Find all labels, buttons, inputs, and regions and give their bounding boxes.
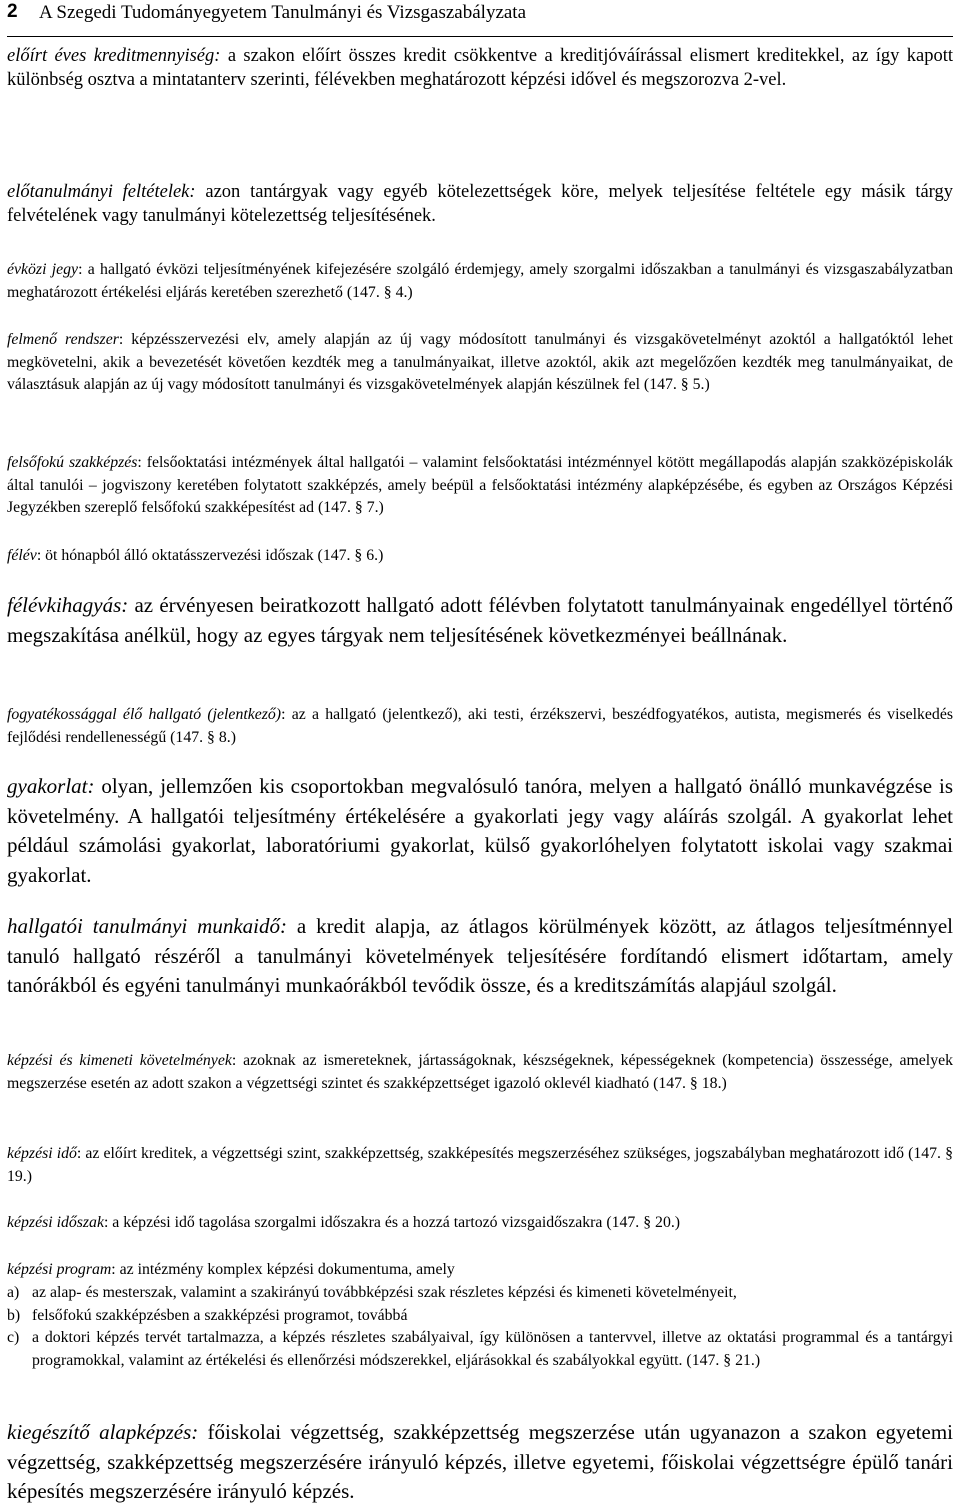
definition-text: : az a hallgató (jelentkező), aki testi, érzékszervi, beszédfogyatékos, autista, megismerés és viselkedés fejlődési rendellenességű (147. § 8.) xyxy=(7,706,953,746)
definition-text: : az előírt kreditek, a végzettségi szint, szakképzettség, szakképesítés megszerzéséhez szükséges, jogszabályban meghatározott idő (147. § 19.) xyxy=(7,1145,953,1185)
definition-text: : azoknak az ismereteknek, jártasságoknak, készségeknek, képességeknek (kompetencia) összessége, amelyek megszerzése esetén az adott szakon a végzettségi szintet és szakképzettséget igazoló oklevél kiadható (147. § 18.) xyxy=(7,1052,953,1092)
definition-felmeno-rendszer xyxy=(7,329,953,397)
page-header xyxy=(7,0,953,37)
definition-term: félév xyxy=(7,547,37,564)
definition-text: a szakon előírt összes kredit csökkentve a kreditjóváírással elismert kreditekkel, az így kapott különbség osztva a mintatanterv szerinti, félévekben meghatározott képzési idővel és megszorozva 2-vel. xyxy=(7,46,954,90)
definition-term: évközi jegy xyxy=(7,261,79,278)
list-item-text: az alap- és mesterszak, valamint a szakirányú továbbképzési szak részletes képzési és kimeneti követelményeit, xyxy=(32,1284,737,1301)
definition-term: fogyatékossággal élő hallgató (jelentkező) xyxy=(7,706,282,723)
definition-felevkihagyas xyxy=(7,591,953,650)
definition-elrt-eves-kreditmennyiseg xyxy=(7,44,953,92)
definition-term: képzési idő xyxy=(7,1145,77,1162)
definition-kepzesi-es-kimeneti-kovetelmenyek xyxy=(7,1050,953,1095)
definition-term: gyakorlat: xyxy=(7,774,95,798)
program-list xyxy=(7,1282,953,1372)
list-marker: c) xyxy=(7,1329,20,1347)
list-item xyxy=(7,1305,953,1328)
definition-kepzesi-program xyxy=(7,1259,953,1282)
definition-text: az érvényesen beiratkozott hallgató adott félévben folytatott tanulmányainak engedéllyel történő megszakítása anélkül, hogy az egyes tárgyak nem teljesítésének következményei beállnának. xyxy=(7,593,953,647)
definition-text: : a hallgató évközi teljesítményének kifejezésére szolgáló érdemjegy, amely szorgalmi időszakban a tanulmányi és vizsgaszabályzatban meghatározott értékelési eljárás keretében szerezhető (147. § 4.) xyxy=(7,261,953,301)
definition-text: olyan, jellemzően kis csoportokban megvalósuló tanóra, melyen a hallgató önálló munkavégzése is követelmény. A hallgatói teljesítmény értékelésére a gyakorlati jegy vagy aláírás szolgál. A gyakorlat lehet például számolási gyakorlat, laboratóriumi gyakorlat, külső gyakorlóhelyen folytatott iskolai vagy szakmai gyakorlat. xyxy=(7,774,953,887)
definition-gyakorlat xyxy=(7,772,953,890)
definition-kepzesi-ido xyxy=(7,1143,953,1188)
definition-fogyatekossaggal-elo-hallgato xyxy=(7,704,953,749)
definition-term: képzési és kimeneti követelmények xyxy=(7,1052,232,1069)
definition-text: főiskolai végzettség, szakképzettség megszerzése után ugyanazon a szakon egyetemi végzettség, szakképzettség megszerzésére irányuló képzés, illetve egyetemi, főiskolai végzettségre épülő tanári képesítés megszerzésére irányuló képzés. xyxy=(7,1420,953,1503)
definition-kepzesi-idoszak xyxy=(7,1212,953,1235)
definition-text: : a képzési idő tagolása szorgalmi időszakra és a hozzá tartozó vizsgaidőszakra (147. § 20.) xyxy=(103,1214,681,1231)
definition-felsofoku-szakkepzes xyxy=(7,452,953,520)
definition-term: előtanulmányi feltételek: xyxy=(7,182,196,202)
list-item xyxy=(7,1327,953,1372)
list-item-text: felsőfokú szakképzésben a szakképzési programot, továbbá xyxy=(32,1306,408,1324)
definition-elotanulmanyi-feltetelek xyxy=(7,180,953,228)
definition-term: előírt éves kreditmennyiség: xyxy=(7,46,221,66)
definition-felev xyxy=(7,545,953,568)
definition-text: : öt hónapból álló oktatásszervezési időszak (147. § 6.) xyxy=(36,547,384,564)
definition-evkozi-jegy xyxy=(7,259,953,304)
page-number: 2 xyxy=(7,1,18,22)
running-title: A Szegedi Tudományegyetem Tanulmányi és Vizsgaszabályzata xyxy=(39,2,527,23)
definition-text: : felsőoktatási intézmények által hallgatói – valamint felsőoktatási intézménnyel kötött megállapodás alapján szakközépiskolák által tanulói – jogviszony keretében folytatott szakképzés, amely beépül a felsőoktatási intézmény alapképzésébe, és egyben az Országos Képzési Jegyzékben szereplő felsőfokú szakképesítést ad (147. § 7.) xyxy=(7,454,953,517)
list-marker: b) xyxy=(7,1306,21,1324)
definition-term: hallgatói tanulmányi munkaidő: xyxy=(7,914,287,938)
definition-term: képzési program xyxy=(7,1261,112,1278)
definition-text: : képzésszervezési elv, amely alapján az új vagy módosított tanulmányi és vizsgakövetelményt azoktól a hallgatóktól lehet megkövetelni, akik a bevezetését követően kezdték meg a tanulmányaikat, illetve azoktól, akik azt megelőzően kezdték meg tanulmányaikat, de választásuk alapján az új vagy módosított tanulmányi és vizsgakövetelmények alapján készülnek fel (147. § 5.) xyxy=(7,331,953,394)
definition-term: felmenő rendszer xyxy=(7,331,119,348)
definition-term: kiegészítő alapképzés: xyxy=(7,1420,199,1444)
definition-hallgatoi-tanulmanyi-munkaido xyxy=(7,912,953,1001)
definition-term: képzési időszak xyxy=(7,1214,104,1231)
definition-term: felsőfokú szakképzés xyxy=(7,454,138,471)
list-marker: a) xyxy=(7,1284,20,1301)
definition-term: félévkihagyás: xyxy=(7,593,129,617)
definition-text: : az intézmény komplex képzési dokumentuma, amely xyxy=(111,1261,455,1278)
list-item xyxy=(7,1282,953,1305)
definition-text: a kredit alapja, az átlagos körülmények között, az átlagos teljesítménnyel tanuló hallgató részéről a tanulmányi követelmények teljesítésére fordítandó elismert időtartam, amely tanórákból és egyéni tanulmányi munkaórákból tevődik össze, és a kreditszámítás alapjául szolgál. xyxy=(7,914,953,997)
definition-kiegeszito-alapkepzes xyxy=(7,1418,953,1507)
definition-text: azon tantárgyak vagy egyéb kötelezettségek köre, melyek teljesítése feltétele egy másik tárgy felvételének vagy tanulmányi kötelezettség teljesítésének. xyxy=(7,182,953,226)
list-item-text: a doktori képzés tervét tartalmazza, a képzés részletes szabályaival, így különösen a tantervvel, illetve az oktatási programmal és a tantárgyi programokkal, valamint az értékelési és ellenőrzési módszerekkel, eljárásokkal és szabályokkal együtt. (147. § 21.) xyxy=(32,1329,953,1369)
